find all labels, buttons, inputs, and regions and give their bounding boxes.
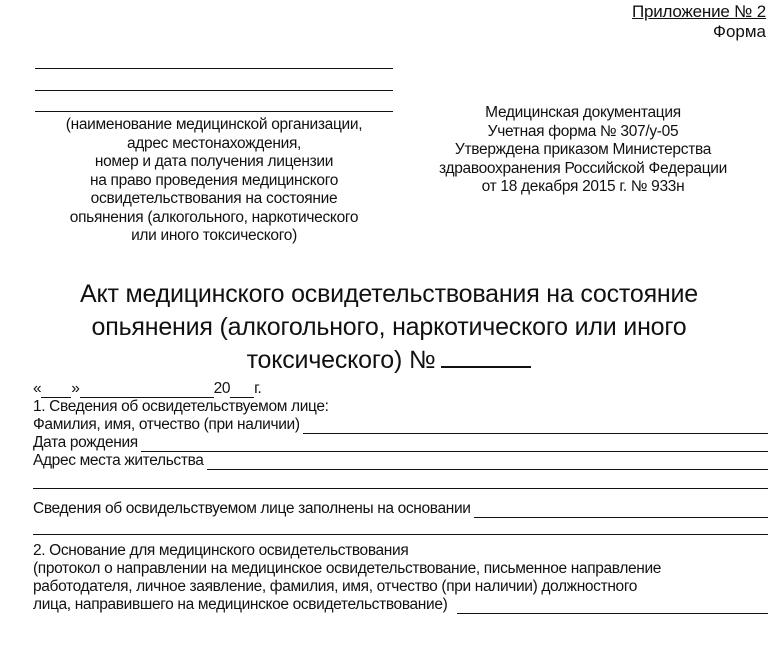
- act-title-line-2: опьянения (алкогольного, наркотического или иного: [91, 313, 687, 341]
- basis-field[interactable]: [474, 504, 768, 518]
- address-field[interactable]: [207, 456, 768, 470]
- form-label: Форма: [713, 22, 766, 41]
- org-caption-line: номер и дата получения лицензии: [94, 153, 334, 170]
- date-row: [33, 380, 768, 398]
- full-name-label: Фамилия, имя, отчество (при наличии): [33, 416, 300, 433]
- medical-doc-line: от 18 декабря 2015 г. № 933н: [481, 178, 685, 195]
- address-field-continued[interactable]: [33, 488, 768, 489]
- act-title-line-1: Акт медицинского освидетельствования на состояние: [79, 280, 699, 308]
- month-field[interactable]: [80, 384, 214, 398]
- org-caption-line: (наименование медицинской организации,: [65, 116, 363, 133]
- year-suffix: г.: [254, 380, 262, 397]
- medical-doc-line: здравоохранения Российской Федерации: [438, 159, 727, 177]
- act-title-line-3-text: токсического) №: [246, 346, 436, 374]
- year-field[interactable]: [230, 384, 254, 398]
- section2-line-3: лица, направившего на медицинское освидетельствование): [33, 596, 448, 613]
- org-caption-line: на право проведения медицинского: [89, 171, 339, 189]
- medical-doc-line: Учетная форма № 307/у-05: [487, 122, 679, 140]
- medical-doc-block: [408, 104, 758, 197]
- section2-line-1: (протокол о направлении на медицинское освидетельствование, письменное направление: [33, 560, 662, 577]
- act-body: [33, 380, 768, 614]
- org-name-line-2[interactable]: [35, 90, 393, 91]
- basis-field-continued[interactable]: [33, 534, 768, 535]
- address-row: [33, 452, 768, 470]
- full-name-field[interactable]: [303, 420, 768, 434]
- section2-heading: 2. Основание для медицинского освидетельствования: [33, 542, 409, 559]
- basis-row: [33, 500, 768, 518]
- org-caption-line: освидетельствования на состояние: [90, 190, 338, 207]
- full-name-row: [33, 416, 768, 434]
- org-caption-line: опьянения (алкогольного, наркотического: [69, 208, 359, 226]
- act-title: [20, 278, 758, 377]
- birth-date-field[interactable]: [141, 438, 768, 452]
- day-field[interactable]: [41, 384, 71, 398]
- section2-line-3-row: [33, 596, 768, 614]
- org-caption: [28, 116, 400, 246]
- medical-doc-line: Утверждена приказом Министерства: [454, 141, 712, 158]
- year-prefix: 20: [213, 380, 231, 397]
- basis-label: Сведения об освидельствуемом лице заполнены на основании: [33, 500, 471, 517]
- birth-date-label: Дата рождения: [33, 434, 138, 451]
- section2-line-2: работодателя, личное заявление, фамилия, имя, отчество (при наличии) должностного: [33, 578, 638, 595]
- address-label: Адрес места жительства: [33, 452, 204, 469]
- referral-basis-field[interactable]: [457, 600, 768, 614]
- org-caption-line: или иного токсического): [131, 227, 297, 244]
- date-close-quote: »: [71, 380, 80, 397]
- date-open-quote: «: [33, 380, 42, 397]
- org-name-line-1[interactable]: [35, 68, 393, 69]
- appendix-label: Приложение № 2: [631, 2, 766, 21]
- medical-doc-line: Медицинская документация: [485, 104, 681, 121]
- org-name-line-3[interactable]: [35, 111, 393, 112]
- section1-heading: 1. Сведения об освидетельствуемом лице:: [33, 398, 329, 415]
- org-caption-line: адрес местонахождения,: [126, 134, 302, 152]
- act-number-field[interactable]: [441, 344, 531, 368]
- birth-date-row: [33, 434, 768, 452]
- act-title-line-3: [20, 344, 758, 377]
